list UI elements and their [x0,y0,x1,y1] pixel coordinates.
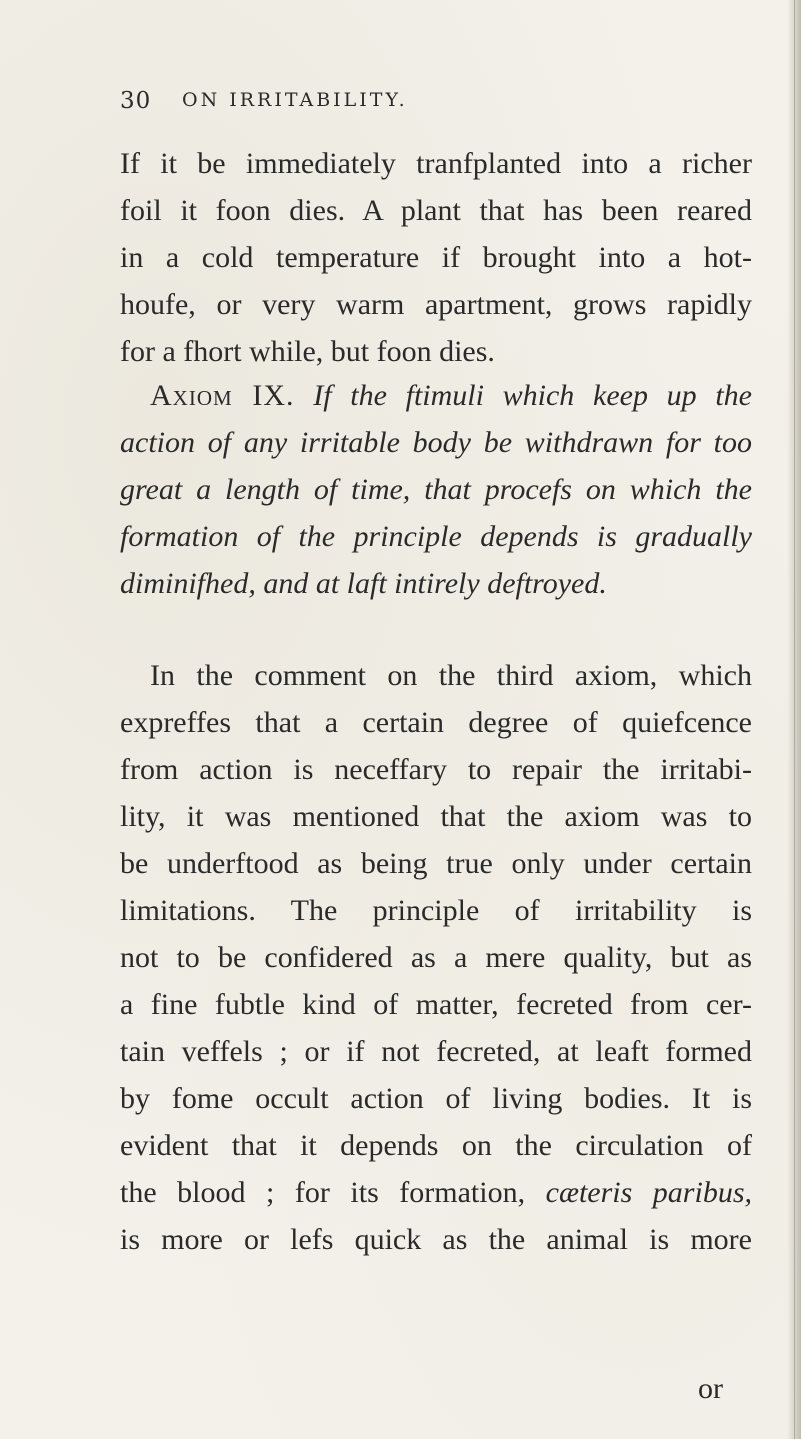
axiom-first-line [120,372,752,419]
text-line: limitations. The principle of irritability is [120,894,752,927]
text-line: action of any irritable body be withdrawn for too [120,426,752,459]
text-line: houfe, or very warm apartment, grows rapidly [120,288,752,321]
paragraph-2 [120,652,752,1263]
running-title: ON IRRITABILITY. [182,89,408,111]
text-line: foil it foon dies. A plant that has been reared [120,194,752,227]
text-line: In the comment on the third axiom, which [150,659,752,692]
text-line: a fine fubtle kind of matter, fecreted from cer- [120,988,752,1021]
text-segment: the blood ; for its formation, [120,1176,526,1209]
catchword: or [698,1372,723,1405]
text-line: be underftood as being true only under certain [120,847,752,880]
text-line: lity, it was mentioned that the axiom was to [120,800,752,833]
axiom-text: If the ftimuli which keep up the [313,379,753,412]
page-edge-line [794,0,795,1439]
page-number: 30 [120,88,152,114]
text-line: diminifhed, and at laft intirely deftroyed. [120,567,607,600]
text-line: by fome occult action of living bodies. It is [120,1082,752,1115]
text-line: in a cold temperature if brought into a hot- [120,241,752,274]
text-line: evident that it depends on the circulation of [120,1129,752,1162]
text-line: not to be confidered as a mere quality, but as [120,941,752,974]
text-line: is more or lefs quick as the animal is more [120,1223,752,1256]
text-line: from action is neceffary to repair the irritabi- [120,753,752,786]
paragraph-1 [120,140,752,375]
text-line: If it be immediately tranfplanted into a richer [120,147,752,180]
text-line: formation of the principle depends is gradually [120,520,752,553]
axiom-ix [120,372,752,607]
running-head [120,88,760,128]
text-line: tain veffels ; or if not fecreted, at leaft formed [120,1035,752,1068]
text-line: for a fhort while, but foon dies. [120,335,495,368]
text-line: expreffes that a certain degree of quiefcence [120,706,752,739]
axiom-label: Axiom IX. [150,379,295,412]
text-line-with-italic [120,1169,752,1216]
latin-phrase: cæteris paribus, [545,1176,752,1209]
text-line: great a length of time, that procefs on which the [120,473,752,506]
